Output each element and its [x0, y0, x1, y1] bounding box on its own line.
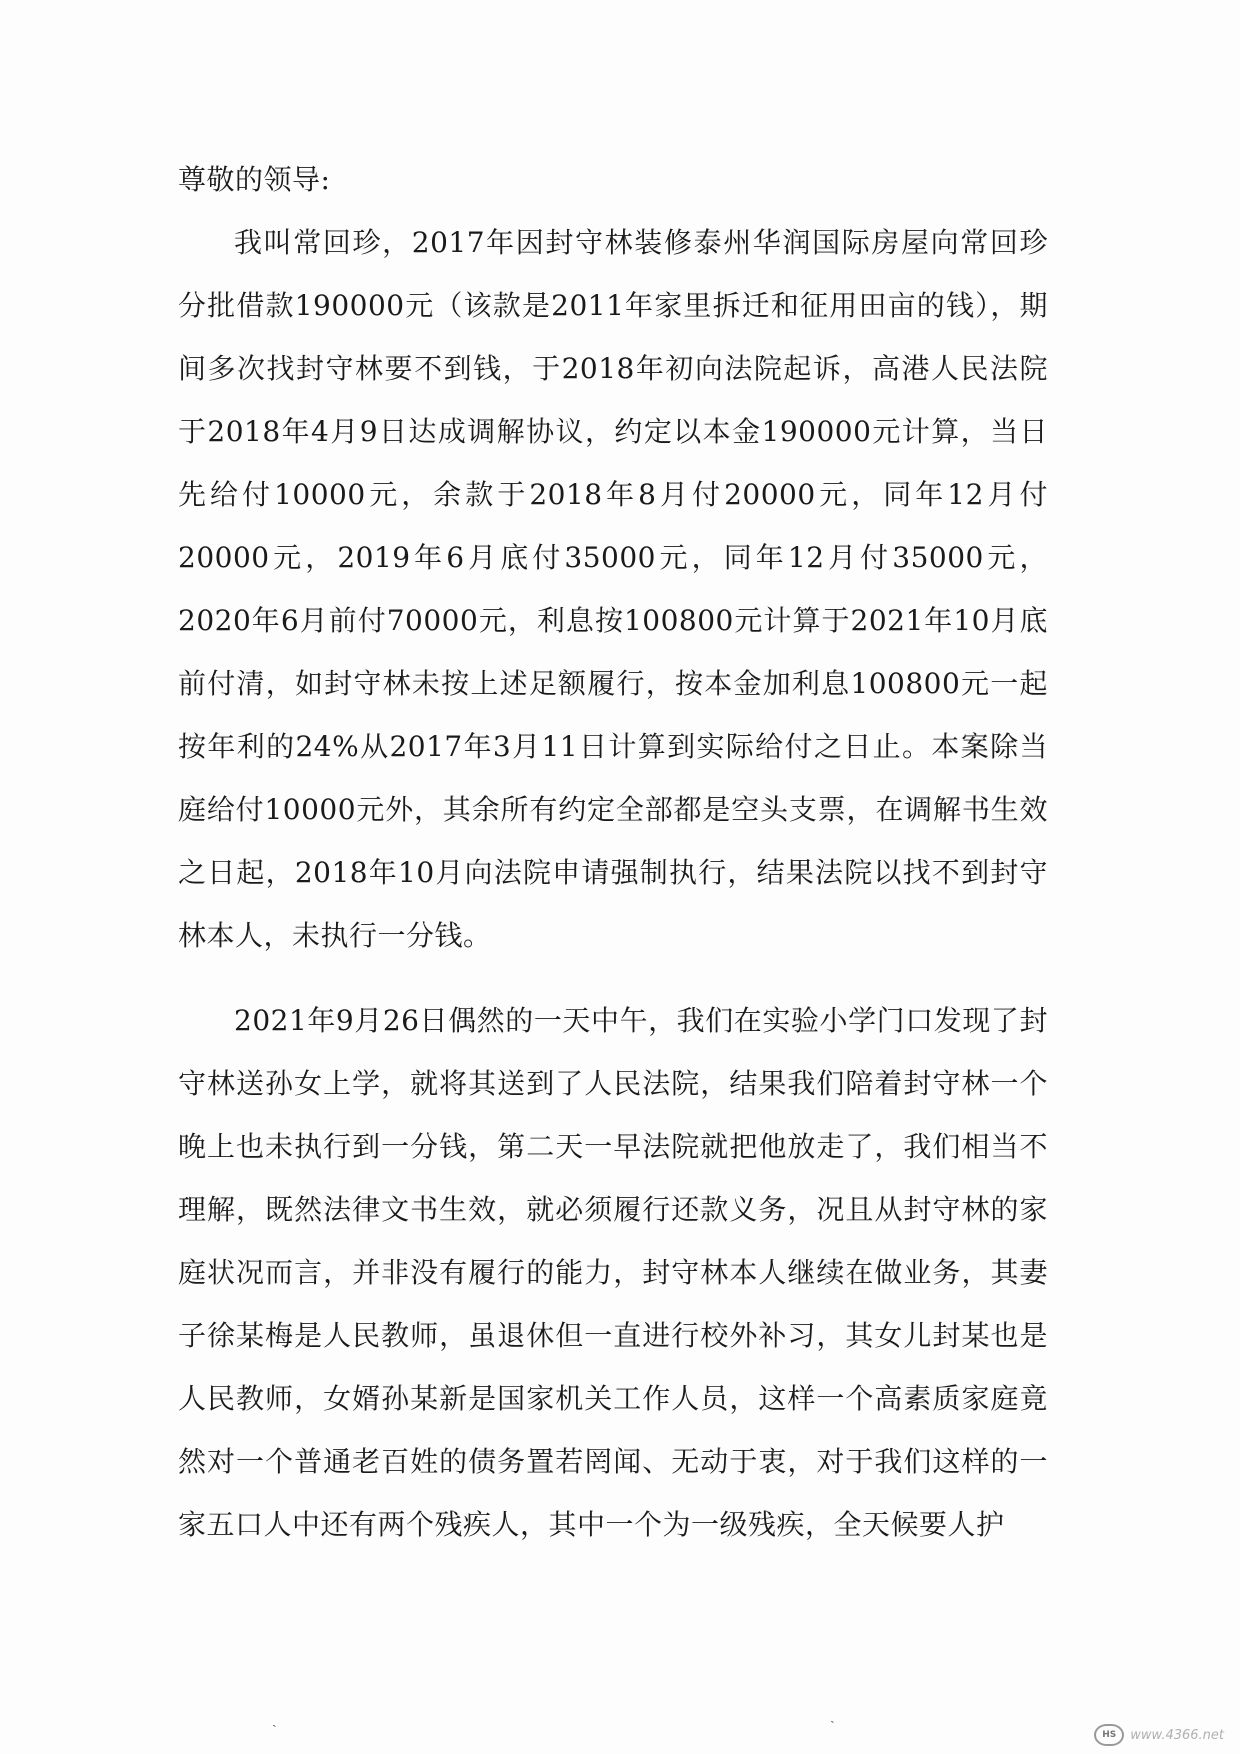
watermark-logo-icon: HS [1094, 1724, 1124, 1746]
salutation: 尊敬的领导: [178, 163, 331, 196]
paragraph-2: 2021年9月26日偶然的一天中午，我们在实验小学门口发现了封守林送孙女上学，就将其送到了人民法院，结果我们陪着封守林一个晚上也未执行到一分钱，第二天一早法院就把他放走了，我们相当不理解，既然法律文书生效，就必须履行还款义务，况且从封守林的家庭状况而言，并非没有履行的能力，封守林本人继续在做业务，其妻子徐某梅是人民教师，虽退休但一直进行校外补习，其女儿封某也是人民教师，女婿孙某新是国家机关工作人员，这样一个高素质家庭竟然对一个普通老百姓的债务置若罔闻、无动于衷，对于我们这样的一家五口人中还有两个残疾人，其中一个为一级残疾，全天候要人护 [178, 1004, 1048, 1541]
site-watermark [1094, 1724, 1224, 1746]
letter-body [178, 148, 1048, 1556]
scan-smudge: ˏ [272, 1712, 277, 1728]
scan-smudge: ˏ [830, 1708, 835, 1724]
watermark-text: www.4366.net [1130, 1727, 1224, 1743]
paragraph-1: 我叫常回珍，2017年因封守林装修泰州华润国际房屋向常回珍分批借款190000元（该款是2011年家里拆迁和征用田亩的钱），期间多次找封守林要不到钱，于2018年初向法院起诉，高港人民法院于2018年4月9日达成调解协议，约定以本金190000元计算，当日先给付10000元，余款于2018年8月付20000元，同年12月付20000元，2019年6月底付35000元，同年12月付35000元，2020年6月前付70000元，利息按100800元计算于2021年10月底前付清，如封守林未按上述足额履行，按本金加利息100800元一起按年利的24%从2017年3月11日计算到实际给付之日止。本案除当庭给付10000元外，其余所有约定全部都是空头支票，在调解书生效之日起，2018年10月向法院申请强制执行，结果法院以找不到封守林本人，未执行一分钱。 [178, 226, 1048, 952]
